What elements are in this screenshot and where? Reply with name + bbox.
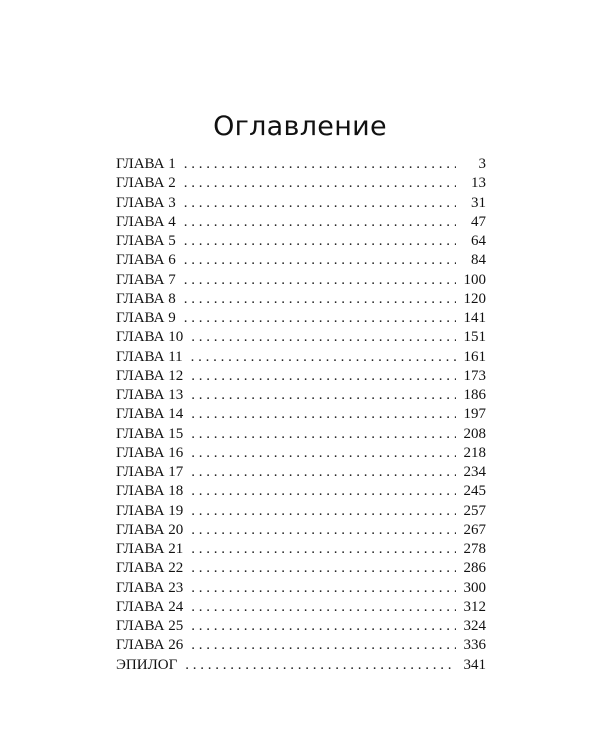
toc-entry: [116, 559, 486, 578]
toc-entry: [116, 232, 486, 251]
toc-entry: [116, 309, 486, 328]
toc-entry: [116, 579, 486, 598]
toc-entry-label: ГЛАВА 17: [116, 464, 184, 480]
toc-entry-label: ГЛАВА 11: [116, 348, 183, 365]
toc-entry-label: ГЛАВА 7: [116, 271, 176, 288]
dot-leader: [184, 251, 456, 270]
toc-entry-label: ГЛАВА 15: [116, 425, 184, 442]
toc-entry: [116, 463, 486, 482]
dot-leader: [191, 425, 456, 444]
dot-leader: [184, 232, 456, 251]
toc-entry-label: ГЛАВА 24: [116, 598, 184, 615]
toc-entry: [116, 598, 486, 617]
toc-entry-page-number: 257: [463, 502, 486, 519]
toc-entry-label: ГЛАВА 18: [116, 483, 184, 500]
toc-entry-label: ГЛАВА 10: [116, 329, 184, 346]
dot-leader: [184, 213, 456, 232]
toc-entry: [116, 348, 486, 367]
toc-entry-label: ЭПИЛОГ: [116, 656, 178, 673]
toc-entry: [116, 155, 486, 174]
toc-entry-label: ГЛАВА 4: [116, 213, 176, 230]
dot-leader: [184, 155, 456, 174]
toc-entry: [116, 656, 486, 675]
toc-entry-page-number: 245: [463, 483, 486, 500]
toc-entry: [116, 194, 486, 213]
toc-entry-label: ГЛАВА 22: [116, 560, 184, 577]
table-of-contents: [116, 155, 486, 675]
toc-entry-page-number: 336: [463, 637, 486, 654]
toc-entry-page-number: 84: [471, 252, 486, 269]
toc-entry: [116, 425, 486, 444]
toc-entry: [116, 540, 486, 559]
toc-entry: [116, 617, 486, 636]
toc-entry-page-number: 267: [463, 521, 486, 538]
toc-entry-page-number: 13: [471, 175, 486, 192]
toc-entry-page-number: 234: [463, 464, 486, 480]
toc-entry: [116, 405, 486, 424]
toc-entry-label: ГЛАВА 20: [116, 521, 184, 538]
toc-entry-page-number: 3: [478, 156, 486, 172]
toc-entry-page-number: 300: [463, 579, 486, 596]
dot-leader: [191, 444, 456, 463]
dot-leader: [184, 309, 456, 328]
toc-entry: [116, 213, 486, 232]
dot-leader: [191, 636, 456, 655]
dot-leader: [191, 348, 456, 367]
dot-leader: [191, 598, 456, 617]
toc-entry-page-number: 278: [463, 541, 486, 557]
toc-entry-label: ГЛАВА 2: [116, 175, 176, 192]
toc-entry-label: ГЛАВА 8: [116, 290, 176, 307]
toc-entry-page-number: 100: [463, 271, 486, 288]
toc-entry-page-number: 341: [463, 656, 486, 673]
dot-leader: [191, 367, 456, 386]
toc-entry-label: ГЛАВА 26: [116, 637, 184, 654]
dot-leader: [184, 271, 456, 290]
toc-entry-label: ГЛАВА 3: [116, 194, 176, 211]
toc-entry-page-number: 218: [463, 444, 486, 461]
dot-leader: [191, 502, 456, 521]
toc-entry-page-number: 151: [463, 329, 486, 346]
toc-entry: [116, 521, 486, 540]
toc-entry: [116, 367, 486, 386]
toc-entry-label: ГЛАВА 14: [116, 406, 184, 423]
toc-entry-page-number: 186: [463, 387, 486, 403]
toc-entry-page-number: 286: [463, 560, 486, 577]
dot-leader: [191, 559, 456, 578]
toc-entry-page-number: 161: [463, 348, 486, 365]
toc-entry: [116, 482, 486, 501]
toc-entry: [116, 271, 486, 290]
toc-entry-page-number: 324: [463, 618, 486, 634]
toc-entry-page-number: 141: [463, 310, 486, 326]
dot-leader: [184, 290, 456, 309]
dot-leader: [191, 482, 456, 501]
toc-entry-label: ГЛАВА 13: [116, 387, 184, 403]
toc-entry-page-number: 31: [471, 194, 486, 211]
toc-entry-label: ГЛАВА 9: [116, 310, 176, 326]
toc-entry: [116, 502, 486, 521]
toc-entry: [116, 636, 486, 655]
toc-entry: [116, 328, 486, 347]
dot-leader: [191, 540, 456, 559]
toc-entry-page-number: 312: [463, 598, 486, 615]
dot-leader: [185, 656, 456, 675]
toc-entry-label: ГЛАВА 25: [116, 618, 184, 634]
toc-entry-page-number: 120: [463, 290, 486, 307]
toc-entry-page-number: 64: [471, 233, 486, 249]
toc-entry-page-number: 47: [471, 213, 486, 230]
dot-leader: [184, 174, 456, 193]
toc-entry-label: ГЛАВА 23: [116, 579, 184, 596]
toc-entry-page-number: 197: [463, 406, 486, 423]
dot-leader: [191, 328, 456, 347]
toc-entry-label: ГЛАВА 21: [116, 541, 184, 557]
dot-leader: [191, 579, 456, 598]
page-title: Оглавление: [213, 111, 387, 142]
toc-entry-page-number: 208: [463, 425, 486, 442]
toc-entry-label: ГЛАВА 1: [116, 156, 176, 172]
dot-leader: [191, 463, 456, 482]
toc-entry-label: ГЛАВА 12: [116, 367, 184, 384]
toc-entry-label: ГЛАВА 6: [116, 252, 176, 269]
toc-entry: [116, 444, 486, 463]
toc-entry-label: ГЛАВА 19: [116, 502, 184, 519]
dot-leader: [191, 617, 456, 636]
toc-entry-label: ГЛАВА 5: [116, 233, 176, 249]
toc-entry: [116, 251, 486, 270]
toc-entry-label: ГЛАВА 16: [116, 444, 184, 461]
toc-entry: [116, 290, 486, 309]
toc-entry: [116, 386, 486, 405]
toc-entry: [116, 174, 486, 193]
dot-leader: [184, 194, 456, 213]
dot-leader: [191, 405, 456, 424]
dot-leader: [191, 521, 456, 540]
toc-entry-page-number: 173: [463, 367, 486, 384]
dot-leader: [191, 386, 456, 405]
